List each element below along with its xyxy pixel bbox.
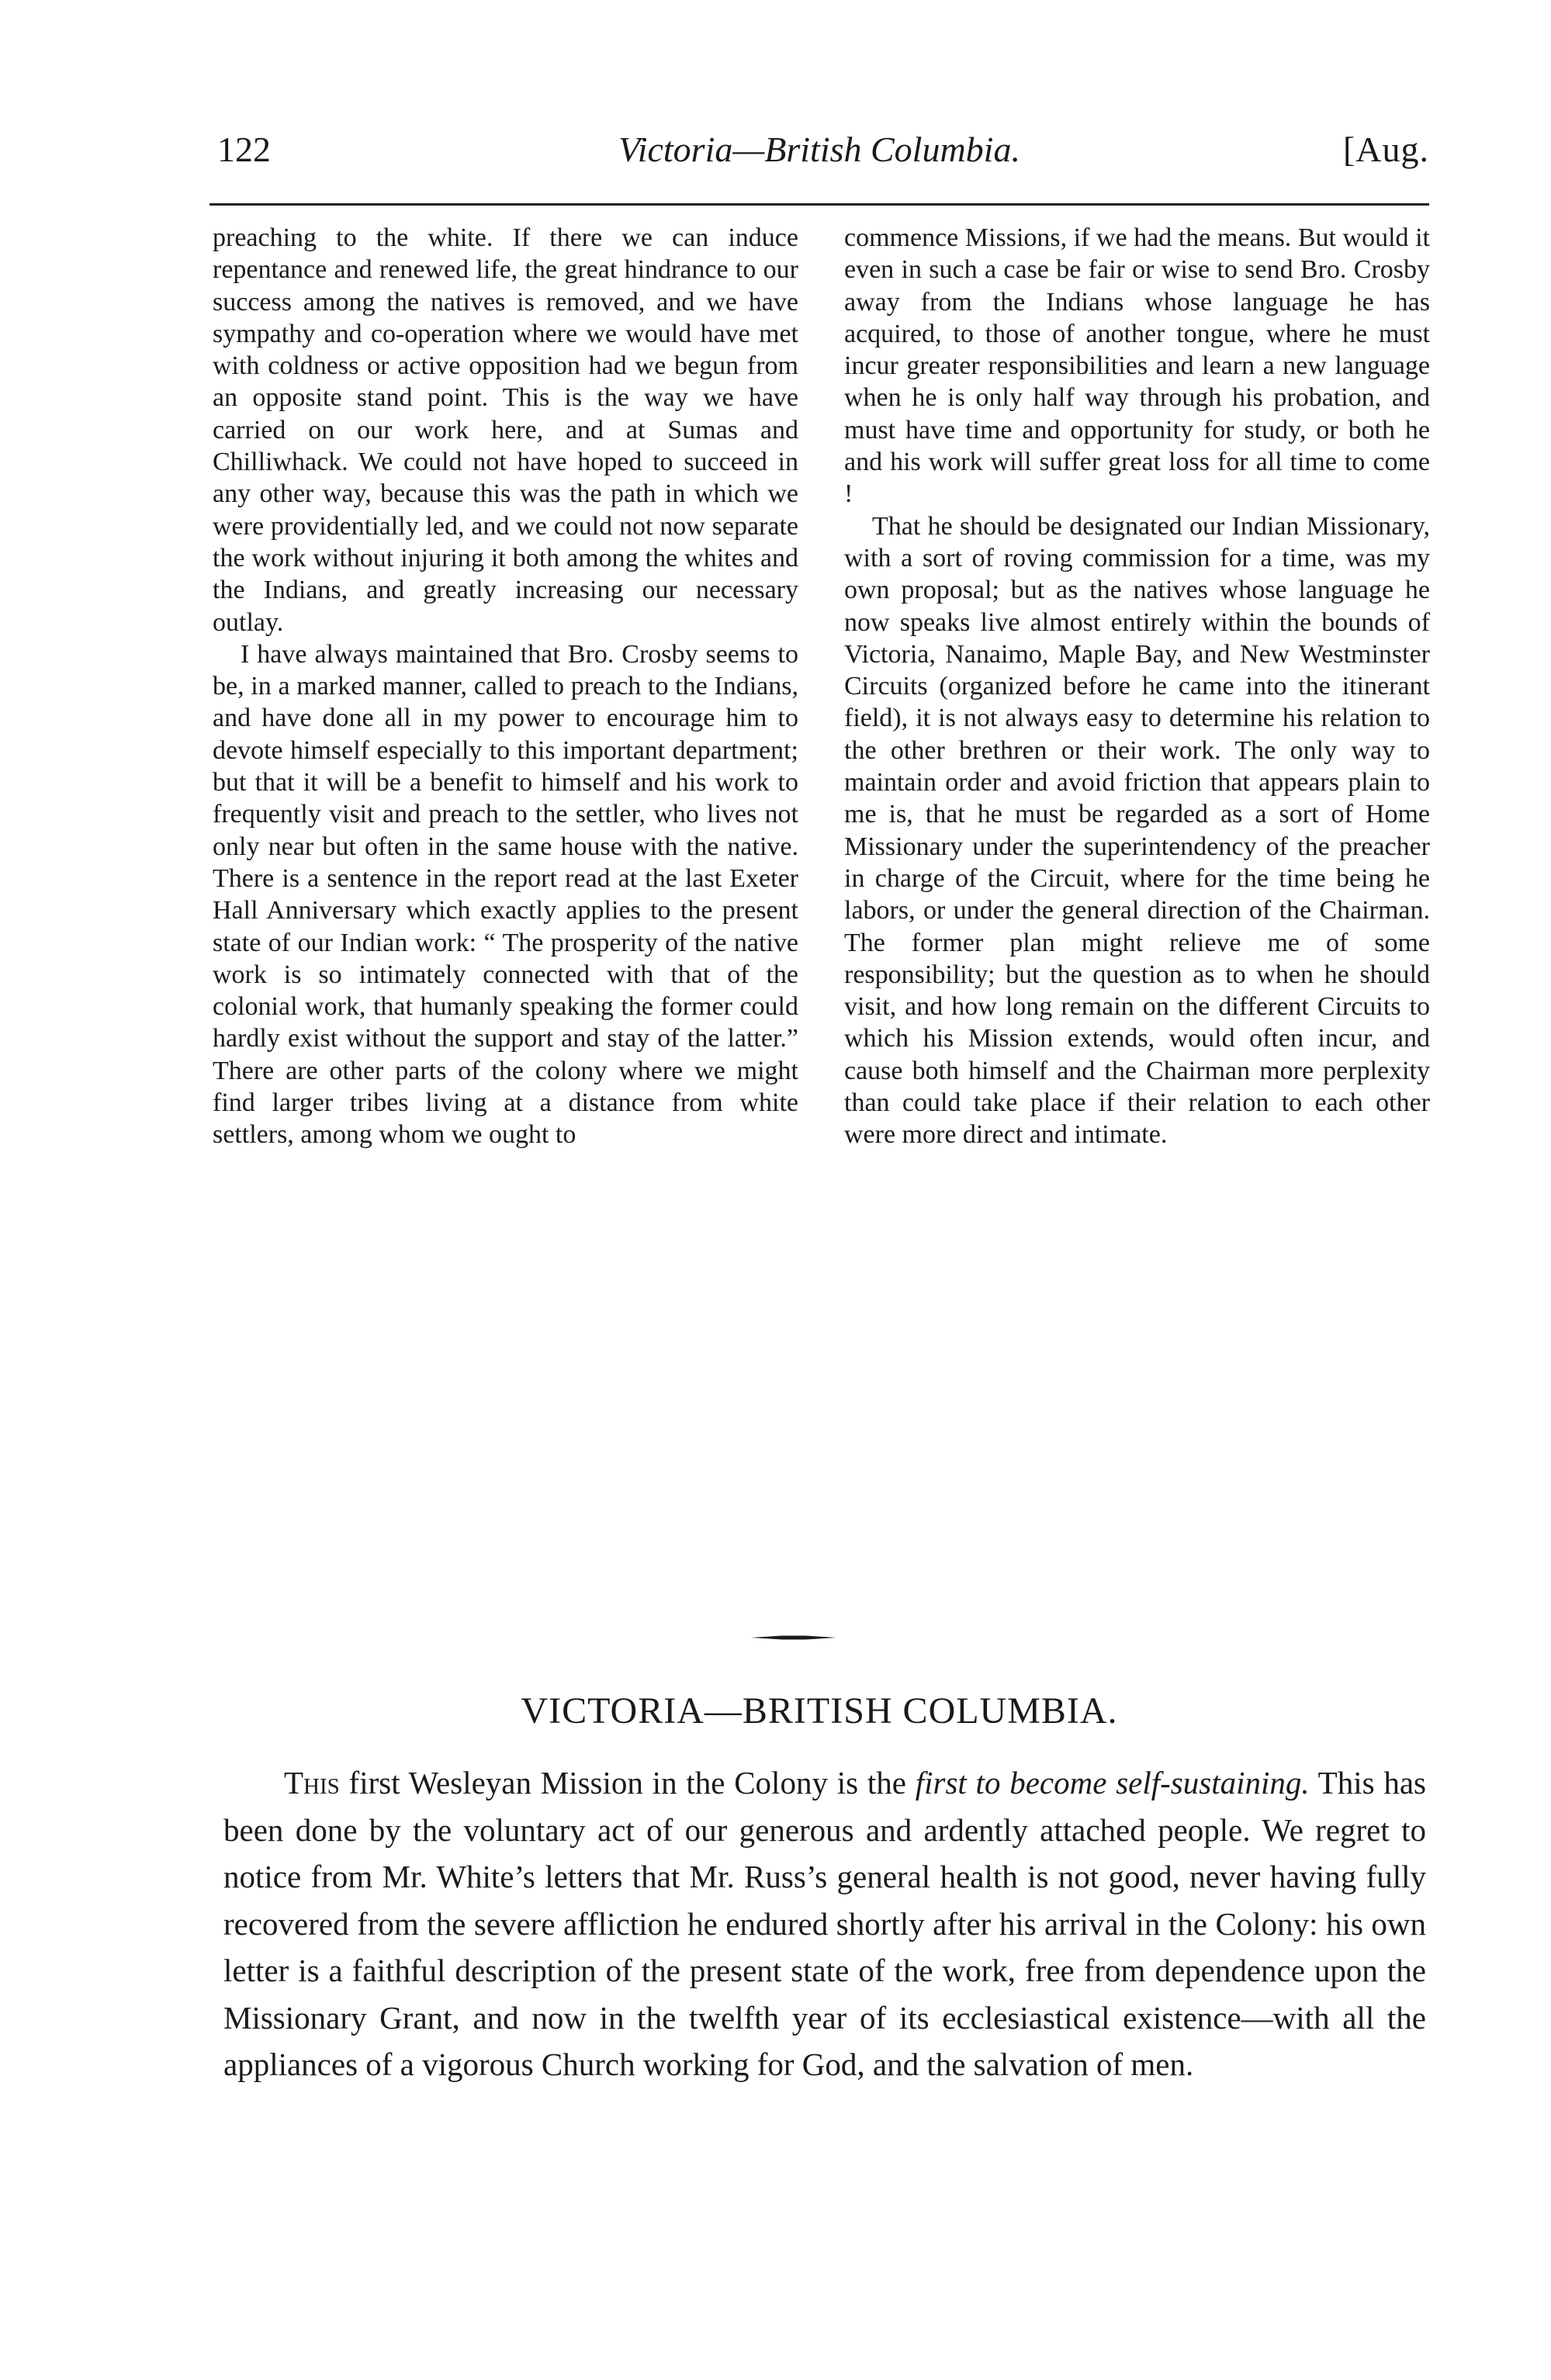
- running-header: [209, 129, 1429, 185]
- section-ornament: [751, 1635, 836, 1641]
- opening-word: This: [284, 1765, 340, 1801]
- right-paragraph-1: commence Missions, if we had the means. But would it even in such a case be fair or wise to send Bro. Crosby away from the Indians whose language he has acquired, to those of another tongue, where he must incur greater responsibilities and learn a new language when he is only half way through his probation, and must have time and opportunity for study, or both he and his work will suffer great loss for all time to come !: [844, 223, 1430, 509]
- paragraph-text-before-italic: first Wesleyan Mission in the Colony is the: [339, 1765, 916, 1801]
- running-month: [Aug.: [1342, 130, 1429, 169]
- italic-phrase: first to become self-sustaining.: [915, 1765, 1310, 1801]
- header-rule: [209, 203, 1429, 206]
- right-column: [844, 222, 1430, 1151]
- page-number: 122: [217, 130, 271, 169]
- section-heading: VICTORIA—BRITISH COLUMBIA.: [521, 1690, 1118, 1731]
- paragraph-text-after-italic: This has been done by the voluntary act of our generous and ardently attached people. We regret to notice from Mr. White’s letters that Mr. Russ’s general health is not good, never having fully recovered from the severe affliction he endured shortly after his arrival in the Colony: his own letter is a faithful description of the present state of the work, free from dependence upon the Missionary Grant, and now in the twelfth year of its ecclesiastical existence—with all the appliances of a vigorous Church working for God, and the salvation of men.: [223, 1765, 1426, 2082]
- running-title: Victoria—British Columbia.: [618, 130, 1020, 169]
- left-paragraph-1: preaching to the white. If there we can induce repentance and renewed life, the great hindrance to our success among the natives is removed, and we have sympathy and co-operation where we would have met with coldness or active opposition had we begun from an opposite stand point. This is the way we have carried on our work here, and at Sumas and Chilliwhack. We could not have hoped to succeed in any other way, because this was the path in which we were providentially led, and we could not now separate the work without injuring it both among the whites and the Indians, and greatly increasing our necessary outlay.: [213, 223, 798, 637]
- left-column: [213, 222, 798, 1151]
- section-paragraph: [223, 1759, 1426, 2088]
- left-paragraph-2: I have always maintained that Bro. Crosby seems to be, in a marked manner, called to preach to the Indians, and have done all in my power to encourage him to devote himself especially to this important department; but that it will be a benefit to himself and his work to frequently visit and preach to the settler, who lives not only near but often in the same house with the native. There is a sentence in the report read at the last Exeter Hall Anniversary which exactly applies to the present state of our Indian work: “ The prosperity of the native work is so intimately connected with that of the colonial work, that humanly speaking the former could hardly exist without the support and stay of the latter.” There are other parts of the colony where we might find larger tribes living at a distance from white settlers, among whom we ought to: [213, 639, 798, 1150]
- right-paragraph-2: That he should be designated our Indian Missionary, with a sort of roving commission for a time, was my own proposal; but as the natives whose language he now speaks live almost entirely within the bounds of Victoria, Nanaimo, Maple Bay, and New Westminster Circuits (organized before he came into the itinerant field), it is not always easy to determine his relation to the other brethren or their work. The only way to maintain order and avoid friction that appears plain to me is, that he must be regarded as a sort of Home Missionary under the superintendency of the preacher in charge of the Circuit, where for the time being he labors, or under the general direction of the Chairman. The former plan might relieve me of some responsibility; but the question as to when he should visit, and how long remain on the different Circuits to which his Mission extends, would often incur, and cause both himself and the Chairman more perplexity than could take place if their relation to each other were more direct and intimate.: [844, 511, 1430, 1150]
